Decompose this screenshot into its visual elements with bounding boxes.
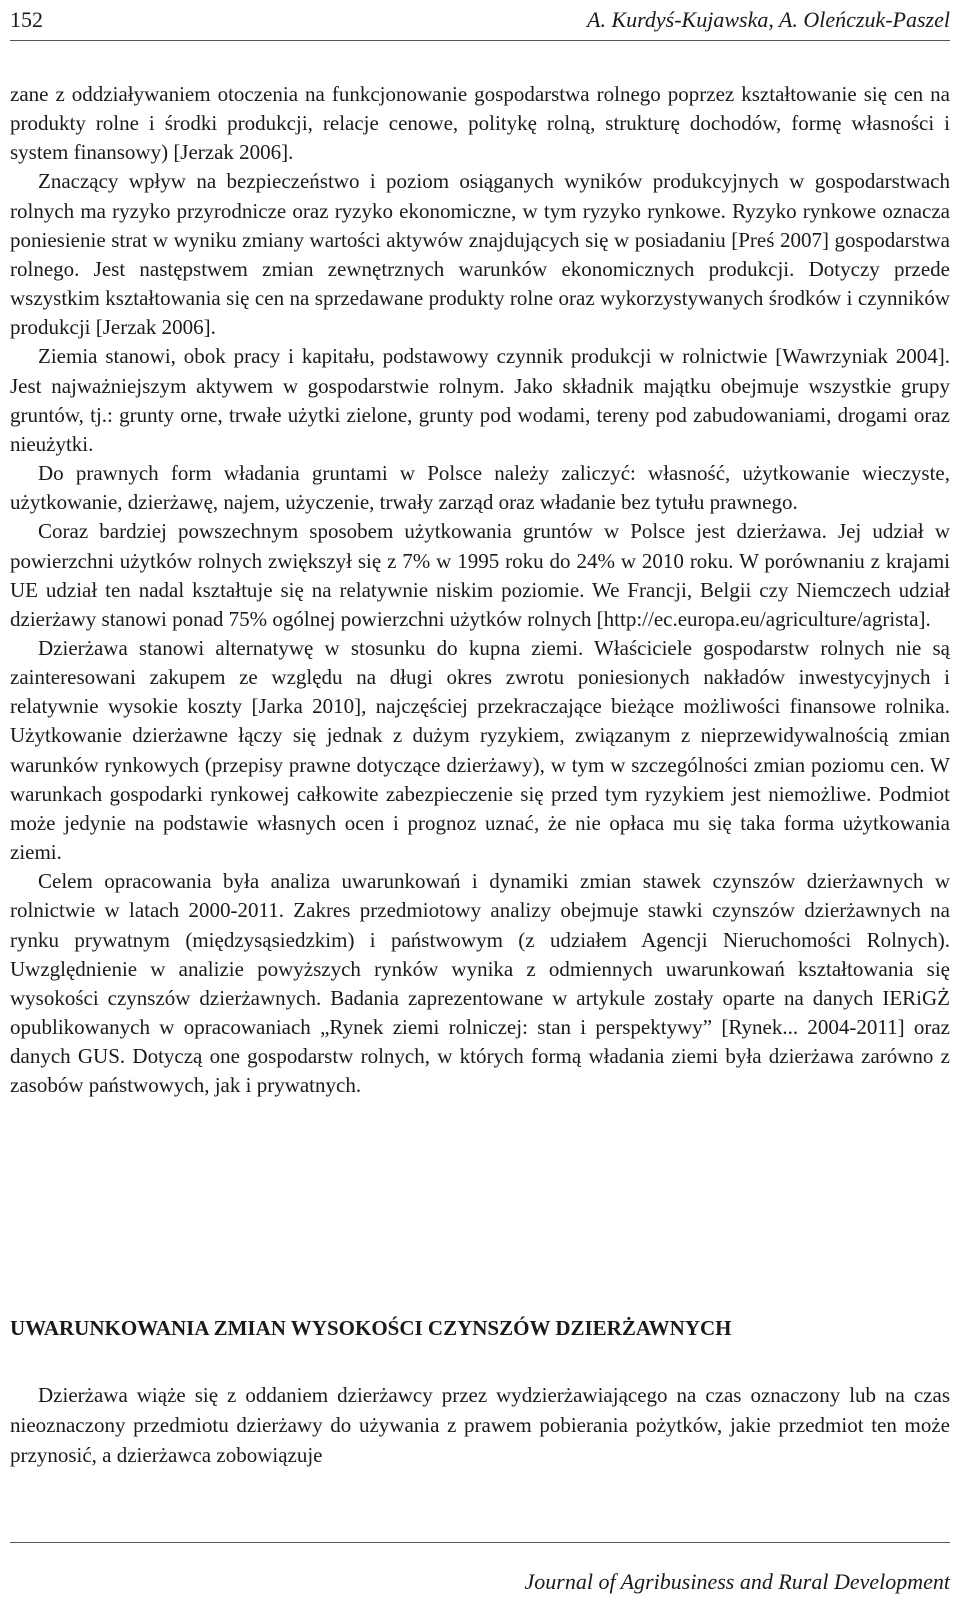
- running-header: [10, 0, 950, 41]
- paragraph: Znaczący wpływ na bezpieczeństwo i poziom osiąganych wyników produkcyjnych w gospodarstwach rolnych ma ryzyko przyrodnicze oraz ryzyko ekonomiczne, w tym ryzyko rynkowe. Ryzyko rynkowe oznacza poniesienie strat w wyniku zmiany wartości aktywów znajdujących się w posiadaniu [Preś 2007] gospodarstwa rolnego. Jest następstwem zmian zewnętrznych warunków ekonomicznych produkcji. Dotyczy przede wszystkim kształtowania się cen na sprzedawane produkty rolne oraz wykorzystywanych środków i czynników produkcji [Jerzak 2006].: [10, 169, 950, 340]
- running-authors: A. Kurdyś-Kujawska, A. Oleńczuk-Paszel: [587, 7, 950, 32]
- paragraph: Ziemia stanowi, obok pracy i kapitału, podstawowy czynnik produkcji w rolnictwie [Wawrzyniak 2004]. Jest najważniejszym aktywem w gospodarstwie rolnym. Jako składnik majątku obejmuje wszystkie grupy gruntów, tj.: grunty orne, trwałe użytki zielone, grunty pod wodami, tereny pod zabudowaniami, drogami oraz nieużytki.: [10, 344, 950, 456]
- running-footer: [10, 1542, 950, 1595]
- section-heading: UWARUNKOWANIA ZMIAN WYSOKOŚCI CZYNSZÓW DZIERŻAWNYCH: [10, 1316, 732, 1340]
- body-text: [10, 80, 950, 1100]
- paragraph: Dzierżawa stanowi alternatywę w stosunku do kupna ziemi. Właściciele gospodarstw rolnych nie są zainteresowani zakupem ze względu na długi okres zwrotu poniesionych nakładów inwestycyjnych i relatywnie wysokie koszty [Jarka 2010], najczęściej przekraczające bieżące możliwości finansowe rolnika. Użytkowanie dzierżawne łączy się jednak z dużym ryzykiem, związanym z nieprzewidywalnością zmian warunków rynkowych (przepisy prawne dotyczące dzierżawy), w tym w szczególności zmian poziomu cen. W warunkach gospodarki rynkowej całkowite zabezpieczenie się przed tym ryzykiem jest niemożliwe. Podmiot może jedynie na podstawie własnych ocen i prognoz uznać, że nie opłaca mu się taka forma użytkowania ziemi.: [10, 635, 950, 865]
- paragraph: Do prawnych form władania gruntami w Polsce należy zaliczyć: własność, użytkowanie wieczyste, użytkowanie, dzierżawę, najem, użyczenie, trwały zarząd oraz władanie bez tytułu prawnego.: [10, 461, 950, 515]
- paragraph: Coraz bardziej powszechnym sposobem użytkowania gruntów w Polsce jest dzierżawa. Jej udział w powierzchni użytków rolnych zwiększył się z 7% w 1995 roku do 24% w 2010 roku. W porównaniu z krajami UE udział ten nadal kształtuje się na relatywnie niskim poziomie. We Francji, Belgii czy Niemczech udział dzierżawy stanowi ponad 75% ogólnej powierzchni użytków rolnych [http://ec.europa.eu/agriculture/agrista].: [10, 519, 950, 631]
- paragraph: Dzierżawa wiąże się z oddaniem dzierżawcy przez wydzierżawiającego na czas oznaczony lub na czas nieoznaczony przedmiotu dzierżawy do używania z prawem pobierania pożytków, jakie przedmiot ten może przynosić, a dzierżawca zobowiązuje: [10, 1383, 950, 1467]
- journal-name: Journal of Agribusiness and Rural Development: [524, 1569, 950, 1594]
- section-body-text: [10, 1380, 950, 1470]
- paragraph: Celem opracowania była analiza uwarunkowań i dynamiki zmian stawek czynszów dzierżawnych w rolnictwie w latach 2000-2011. Zakres przedmiotowy analizy obejmuje stawki czynszów dzierżawnych na rynku prywatnym (międzysąsiedzkim) i państwowym (z udziałem Agencji Nieruchomości Rolnych). Uwzględnienie w analizie powyższych rynków wynika z odmiennych uwarunkowań kształtowania się wysokości czynszów dzierżawnych. Badania zaprezentowane w artykule zostały oparte na danych IERiGŻ opublikowanych w opracowaniach „Rynek ziemi rolniczej: stan i perspektywy” [Rynek... 2004-2011] oraz danych GUS. Dotyczą one gospodarstw rolnych, w których formą władania ziemi była dzierżawa zarówno z zasobów państwowych, jak i prywatnych.: [10, 869, 950, 1098]
- paragraph-continued: zane z oddziaływaniem otoczenia na funkcjonowanie gospodarstwa rolnego poprzez kształtowanie się cen na produkty rolne i środki produkcji, relacje cenowe, politykę rolną, strukturę dochodów, formę własności i system finansowy) [Jerzak 2006].: [10, 82, 950, 165]
- page-number: 152: [10, 7, 43, 32]
